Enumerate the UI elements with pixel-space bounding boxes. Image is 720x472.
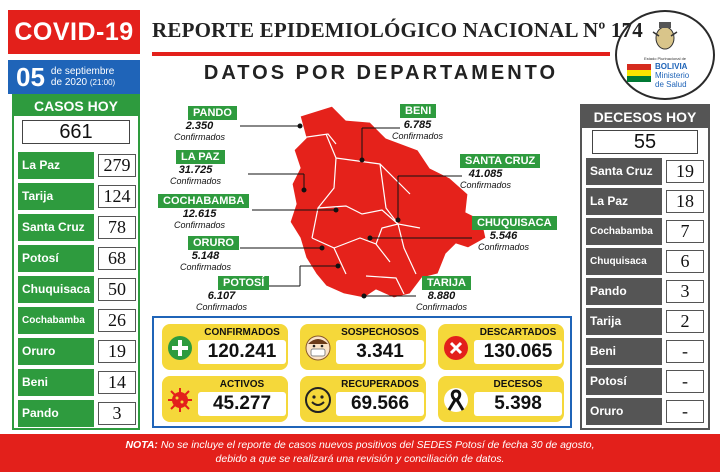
map-label-tarija: TARIJA [422, 276, 471, 290]
casos-row-value: 68 [98, 247, 136, 270]
casos-row-value: 50 [98, 278, 136, 301]
casos-row-label: Santa Cruz [18, 214, 94, 241]
stat-recuperados-value: 69.566 [336, 392, 424, 416]
casos-hoy-title: CASOS HOY [14, 96, 138, 116]
decesos-row-value: 18 [666, 190, 704, 213]
map-value-oruro-sublabel: Confirmados [180, 262, 232, 272]
casos-row [18, 400, 136, 427]
stat-descartados-value: 130.065 [474, 340, 562, 364]
decesos-row-value: 7 [666, 220, 704, 243]
date-month: de septiembre [50, 66, 115, 77]
casos-row-value: 19 [98, 340, 136, 363]
masked-person-icon [304, 334, 332, 362]
map-value-cochabamba-number: 12.615 [182, 208, 217, 220]
decesos-row-label: Chuquisaca [586, 248, 662, 275]
casos-row-value: 26 [98, 309, 136, 332]
page-subtitle: DATOS POR DEPARTAMENTO [203, 62, 559, 84]
decesos-hoy-panel [580, 104, 710, 430]
ministry-logo [615, 10, 715, 100]
decesos-row-value: - [666, 400, 704, 423]
flag-stripes [627, 64, 651, 82]
decesos-row [586, 308, 704, 335]
decesos-row-label: Potosí [586, 368, 662, 395]
casos-row [18, 183, 136, 210]
casos-row [18, 369, 136, 396]
casos-row-label: Potosí [18, 245, 94, 272]
map-value-la-paz-sublabel: Confirmados [170, 176, 222, 186]
title-divider [152, 52, 610, 56]
map-label-beni: BENI [400, 104, 436, 118]
decesos-row-value: 2 [666, 310, 704, 333]
decesos-row-label: Pando [586, 278, 662, 305]
map-label-chuquisaca: CHUQUISACA [472, 216, 557, 230]
decesos-row [586, 158, 704, 185]
stat-recuperados [300, 376, 426, 422]
date-box [8, 60, 140, 94]
casos-row-value: 14 [98, 371, 136, 394]
stat-confirmados [162, 324, 288, 370]
map-value-la-paz-number: 31.725 [178, 164, 213, 176]
stat-sospechosos-value: 3.341 [336, 340, 424, 364]
map-value-chuquisaca-number: 5.546 [489, 230, 518, 242]
date-time: (21:00) [89, 78, 116, 87]
map-value-oruro [180, 250, 231, 272]
map-value-santa-cruz [460, 168, 511, 190]
decesos-row-label: Santa Cruz [586, 158, 662, 185]
map-value-chuquisaca-sublabel: Confirmados [478, 242, 530, 252]
casos-row-label: La Paz [18, 152, 94, 179]
map-label-cochabamba: COCHABAMBA [158, 194, 249, 208]
stat-confirmados-label: CONFIRMADOS [204, 327, 280, 338]
casos-row-label: Cochabamba [18, 307, 94, 334]
footer-line2: debido a que se realizará una revisión y conciliación de datos. [215, 453, 505, 465]
date-day: 05 [16, 61, 45, 92]
decesos-row-label: Oruro [586, 398, 662, 425]
casos-row-label: Tarija [18, 183, 94, 210]
casos-row [18, 276, 136, 303]
casos-row [18, 152, 136, 179]
map-value-tarija-number: 8.880 [427, 290, 456, 302]
decesos-row [586, 338, 704, 365]
stat-activos [162, 376, 288, 422]
casos-hoy-panel [12, 94, 140, 430]
x-circle-icon [442, 334, 470, 362]
map-value-pando-sublabel: Confirmados [174, 132, 226, 142]
bolivia-map [150, 98, 574, 312]
stat-activos-value: 45.277 [198, 392, 286, 416]
casos-row-value: 124 [98, 185, 136, 208]
decesos-row-value: 19 [666, 160, 704, 183]
map-value-tarija-sublabel: Confirmados [416, 302, 468, 312]
casos-row-label: Oruro [18, 338, 94, 365]
decesos-row-label: Beni [586, 338, 662, 365]
map-label-la-paz: LA PAZ [176, 150, 225, 164]
decesos-row-value: 3 [666, 280, 704, 303]
decesos-row-label: La Paz [586, 188, 662, 215]
decesos-row-label: Cochabamba [586, 218, 662, 245]
map-value-la-paz [170, 164, 221, 186]
casos-row-value: 78 [98, 216, 136, 239]
decesos-row [586, 278, 704, 305]
map-value-tarija [416, 290, 467, 312]
footer-line1: No se incluye el reporte de casos nuevos positivos del SEDES Potosí de fecha 30 de agosto, [160, 439, 595, 451]
covid-badge: COVID-19 [8, 10, 140, 54]
smiley-icon [304, 386, 332, 414]
footer-note [0, 434, 720, 472]
stat-recuperados-label: RECUPERADOS [341, 379, 419, 390]
stat-descartados-label: DESCARTADOS [479, 327, 557, 338]
plus-circle-icon [166, 334, 194, 362]
decesos-row [586, 398, 704, 425]
map-value-potosi-sublabel: Confirmados [196, 302, 248, 312]
decesos-row-value: - [666, 340, 704, 363]
map-label-potosi: POTOSÍ [218, 276, 269, 290]
casos-row-label: Beni [18, 369, 94, 396]
map-value-chuquisaca [478, 230, 529, 252]
stat-activos-label: ACTIVOS [219, 379, 265, 390]
decesos-row [586, 368, 704, 395]
decesos-hoy-total: 55 [592, 130, 698, 154]
casos-row [18, 214, 136, 241]
map-label-oruro: ORURO [188, 236, 239, 250]
map-label-santa-cruz: SANTA CRUZ [460, 154, 540, 168]
map-value-santa-cruz-sublabel: Confirmados [460, 180, 512, 190]
casos-row-label: Pando [18, 400, 94, 427]
map-value-beni-number: 6.785 [403, 119, 432, 131]
casos-row [18, 307, 136, 334]
date-text [51, 66, 115, 88]
casos-row [18, 245, 136, 272]
map-value-pando [174, 120, 225, 142]
casos-row-label: Chuquisaca [18, 276, 94, 303]
decesos-row [586, 188, 704, 215]
decesos-row-value: 6 [666, 250, 704, 273]
map-value-potosi [196, 290, 247, 312]
report-title: REPORTE EPIDEMIOLÓGICO NACIONAL Nº 174 [152, 18, 644, 42]
casos-row [18, 338, 136, 365]
stat-sospechosos-label: SOSPECHOSOS [341, 327, 419, 338]
coat-of-arms-icon [651, 20, 679, 52]
map-value-beni [392, 119, 443, 141]
map-value-pando-number: 2.350 [185, 120, 214, 132]
footer-nota-label: NOTA: [125, 439, 158, 451]
map-value-cochabamba-sublabel: Confirmados [174, 220, 226, 230]
virus-icon [166, 386, 194, 414]
map-label-pando: PANDO [188, 106, 237, 120]
stat-confirmados-value: 120.241 [198, 340, 286, 364]
logo-country: BOLIVIA [655, 62, 688, 71]
logo-ministry-line2: de Salud [655, 80, 687, 89]
casos-row-value: 3 [98, 402, 136, 425]
stat-decesos-value: 5.398 [474, 392, 562, 416]
decesos-row [586, 218, 704, 245]
stat-decesos-label: DECESOS [493, 379, 543, 390]
logo-state-text: Estado Plurinacional de [643, 56, 687, 61]
stat-descartados [438, 324, 564, 370]
casos-hoy-total: 661 [22, 120, 130, 144]
casos-row-value: 279 [98, 154, 136, 177]
stat-sospechosos [300, 324, 426, 370]
map-value-oruro-number: 5.148 [191, 250, 220, 262]
logo-ministry [655, 71, 689, 89]
map-value-cochabamba [174, 208, 225, 230]
stat-decesos [438, 376, 564, 422]
map-value-beni-sublabel: Confirmados [392, 131, 444, 141]
date-year: de 2020 [50, 77, 88, 88]
decesos-row-value: - [666, 370, 704, 393]
decesos-row [586, 248, 704, 275]
map-value-potosi-number: 6.107 [207, 290, 236, 302]
decesos-hoy-title: DECESOS HOY [582, 106, 708, 128]
decesos-row-label: Tarija [586, 308, 662, 335]
national-stats [152, 316, 572, 428]
map-value-santa-cruz-number: 41.085 [468, 168, 503, 180]
mourning-ribbon-icon [442, 386, 470, 414]
logo-ministry-line1: Ministerio [655, 71, 690, 80]
